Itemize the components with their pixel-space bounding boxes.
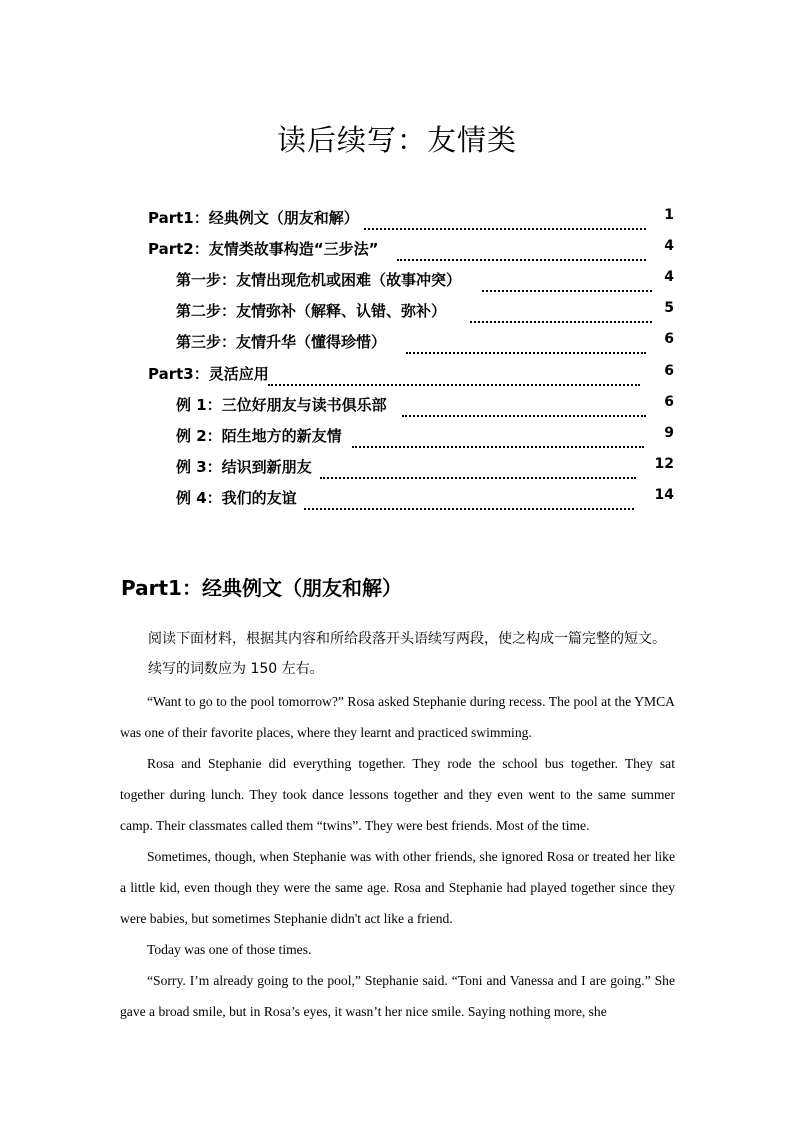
toc-leader-dots: [470, 309, 652, 323]
toc-entry[interactable]: [0, 300, 794, 326]
toc-leader-dots: [482, 278, 652, 292]
instruction-text: 阅读下面材料，根据其内容和所给段落开头语续写两段，使之构成一篇完整的短文。续写的词数应为 150 左右。: [148, 631, 666, 677]
toc-leader-dots: [397, 247, 646, 261]
toc-label: 第三步：友情升华（懂得珍惜）: [176, 333, 387, 351]
toc-entry[interactable]: [0, 207, 794, 233]
toc-label: 例 1：三位好朋友与读书俱乐部: [176, 396, 387, 414]
toc-page-number: 6: [664, 331, 674, 347]
story-text: [120, 686, 675, 1027]
toc-label: 第一步：友情出现危机或困难（故事冲突）: [176, 271, 462, 289]
toc-label: 例 4：我们的友谊: [176, 489, 297, 507]
toc-page-number: 6: [664, 363, 674, 379]
story-paragraph: “Want to go to the pool tomorrow?” Rosa asked Stephanie during recess. The pool at the YMCA was one of their favorite places, where they learnt and practiced swimming.: [120, 694, 675, 740]
toc-leader-dots: [402, 403, 646, 417]
toc-page-number: 9: [664, 425, 674, 441]
toc-page-number: 5: [664, 300, 674, 316]
section-heading: Part1：经典例文（朋友和解）: [121, 576, 402, 600]
toc-page-number: 6: [664, 394, 674, 410]
toc-leader-dots: [320, 465, 636, 479]
toc-leader-dots: [304, 496, 634, 510]
toc-label: Part3：灵活应用: [148, 365, 269, 383]
toc-page-number: 12: [654, 456, 674, 472]
story-paragraph: “Sorry. I’m already going to the pool,” Stephanie said. “Toni and Vanessa and I are going.” She gave a broad smile, but in Rosa’s eyes, it wasn’t her nice smile. Saying nothing more, she: [120, 973, 675, 1019]
story-paragraph: Today was one of those times.: [147, 942, 312, 957]
toc-leader-dots: [268, 372, 640, 386]
document-title: 读后续写：友情类: [276, 123, 517, 157]
toc-entry[interactable]: [0, 238, 794, 264]
toc-page-number: 4: [664, 269, 674, 285]
toc-leader-dots: [352, 434, 644, 448]
toc-page-number: 14: [654, 487, 674, 503]
toc-entry[interactable]: [0, 425, 794, 451]
toc-label: Part2：友情类故事构造“三步法”: [148, 240, 379, 258]
toc-leader-dots: [364, 216, 646, 230]
toc-label: 例 2：陌生地方的新友情: [176, 427, 342, 445]
toc-entry[interactable]: [0, 363, 794, 389]
toc-entry[interactable]: [0, 394, 794, 420]
story-paragraph: Sometimes, though, when Stephanie was with other friends, she ignored Rosa or treated her like a little kid, even though they were the same age. Rosa and Stephanie had played together since they were babies, but sometimes Stephanie didn't act like a friend.: [120, 849, 675, 926]
toc-page-number: 4: [664, 238, 674, 254]
toc-label: 例 3：结识到新朋友: [176, 458, 312, 476]
toc-entry[interactable]: [0, 487, 794, 513]
toc-page-number: 1: [664, 207, 674, 223]
toc-leader-dots: [406, 340, 646, 354]
toc-entry[interactable]: [0, 456, 794, 482]
toc-label: 第二步：友情弥补（解释、认错、弥补）: [176, 302, 447, 320]
toc-label: Part1：经典例文（朋友和解）: [148, 209, 359, 227]
toc-entry[interactable]: [0, 331, 794, 357]
story-paragraph: Rosa and Stephanie did everything together. They rode the school bus together. They sat together during lunch. They took dance lessons together and they even went to the same summer camp. Their classmates called them “twins”. They were best friends. Most of the time.: [120, 756, 675, 833]
toc-entry[interactable]: [0, 269, 794, 295]
